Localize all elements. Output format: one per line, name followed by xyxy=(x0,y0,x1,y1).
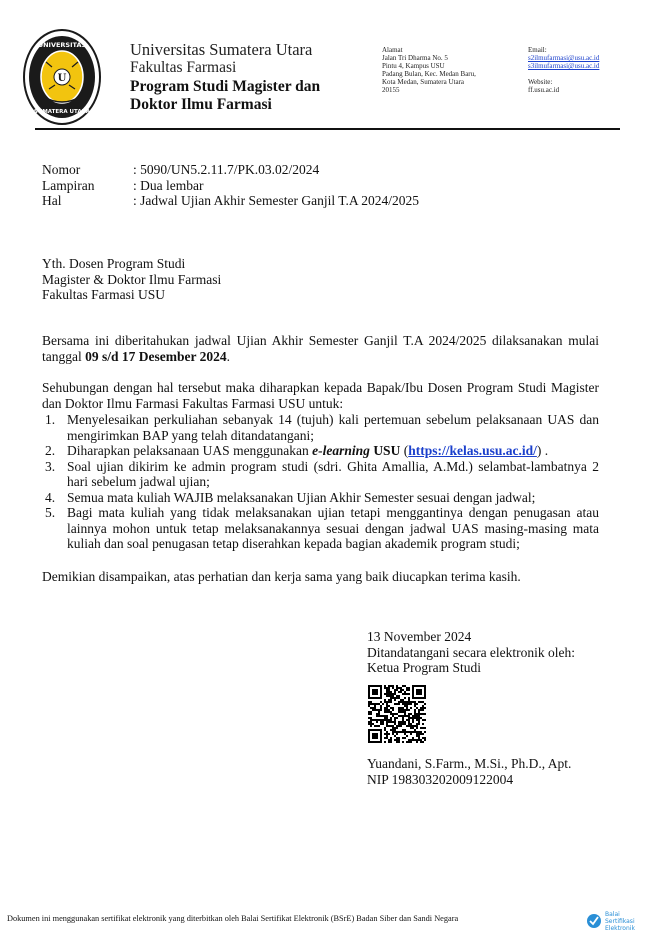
paragraph-request: Sehubungan dengan hal tersebut maka diharapkan kepada Bapak/Ibu Dosen Program Studi Magister dan Doktor Ilmu Farmasi Fakultas Farmasi USU untuk: xyxy=(42,380,599,411)
contact-block xyxy=(528,46,638,94)
list-number: 2. xyxy=(45,443,56,458)
website-label: Website: xyxy=(528,78,553,87)
email-label: Email: xyxy=(528,46,547,54)
list-text: Bagi mata kuliah yang tidak melaksanakan ujian tetapi menggantinya dengan penugasan atau lainnya mohon untuk tetap melaksanakannya sesuai dengan jadwal UAS masing-masing mata kuliah dan soal penugasan tetap diserahkan kepada bagian akademik program studi; xyxy=(67,505,599,551)
signature-date: 13 November 2024 xyxy=(367,629,472,644)
list-text: Semua mata kuliah WAJIB melaksanakan Ujian Akhir Semester sesuai dengan jadwal; xyxy=(67,489,536,505)
faculty-name: Fakultas Farmasi xyxy=(130,59,237,76)
email-link-s2[interactable]: s2ilmufarmasi@usu.ac.id xyxy=(528,54,600,63)
website-link[interactable]: ff.usu.ac.id xyxy=(528,86,560,95)
list-number: 4. xyxy=(45,489,56,505)
seal-text-top: UNIVERSITAS xyxy=(37,41,87,49)
paragraph-closing: Demikian disampaikan, atas perhatian dan kerja sama yang baik diucapkan terima kasih. xyxy=(42,569,521,584)
qr-code-icon xyxy=(368,685,426,743)
list-text xyxy=(67,443,599,459)
nomor-value: : 5090/UN5.2.11.7/PK.03.02/2024 xyxy=(133,162,320,177)
recipient-line: Magister & Doktor Ilmu Farmasi xyxy=(42,271,222,287)
announcement-end: . xyxy=(226,348,230,364)
list-number: 5. xyxy=(45,505,56,520)
bsre-text: Elektronik xyxy=(605,925,635,932)
signer-block xyxy=(367,756,627,787)
signature-block xyxy=(367,629,627,676)
list-item xyxy=(42,490,599,506)
paragraph-announcement xyxy=(42,333,599,364)
elearning-link[interactable]: https://kelas.usu.ac.id/ xyxy=(408,443,537,458)
list-text: Soal ujian dikirim ke admin program studi (sdri. Ghita Amallia, A.Md.) selambat-lambatnya 2 hari sebelum jadwal ujian; xyxy=(67,458,599,489)
item2-text: Diharapkan pelaksanaan UAS menggunakan xyxy=(67,443,313,458)
email-link-s3[interactable]: s3ilmufarmasi@usu.ac.id xyxy=(528,62,600,71)
lampiran-value: : Dua lembar xyxy=(133,177,204,193)
item2-paren: ( xyxy=(400,443,409,458)
bsre-logo-icon xyxy=(586,908,646,934)
recipient-line: Yth. Dosen Program Studi xyxy=(42,256,186,271)
address-label: Alamat xyxy=(382,46,403,54)
address-line: Padang Bulan, Kec. Medan Baru, xyxy=(382,70,476,79)
nomor-label: Nomor xyxy=(42,162,81,177)
header-divider xyxy=(35,128,620,130)
bsre-text: Sertifikasi xyxy=(605,918,635,925)
recipient-line: Fakultas Farmasi USU xyxy=(42,287,165,302)
list-text: Menyelesaikan perkuliahan sebanyak 14 (tujuh) kali pertemuan sebelum pelaksanaan UAS dan mengirimkan BAP yang telah ditandatangani; xyxy=(67,412,599,443)
item2-usu: USU xyxy=(369,443,401,458)
usu-seal-logo xyxy=(22,27,102,127)
footer-note: Dokumen ini menggunakan sertifikat elektronik yang diterbitkan oleh Balai Sertifikat Elektronik (BSrE) Badan Siber dan Sandi Negara xyxy=(7,914,459,923)
list-item xyxy=(42,443,599,459)
list-item xyxy=(42,459,599,490)
signature-note: Ditandatangani secara elektronik oleh: xyxy=(367,644,576,660)
announcement-text: Bersama ini diberitahukan jadwal Ujian Akhir Semester Ganjil T.A 2024/2025 dilaksanakan mulai tanggal xyxy=(42,333,599,364)
recipient-block xyxy=(42,256,342,303)
hal-value: : Jadwal Ujian Akhir Semester Ganjil T.A 2024/2025 xyxy=(133,193,419,208)
address-line: 20155 xyxy=(382,86,400,95)
bsre-text: Balai xyxy=(605,911,620,918)
list-number: 1. xyxy=(45,412,56,427)
hal-label: Hal xyxy=(42,193,62,208)
list-item xyxy=(42,412,599,443)
university-name: Universitas Sumatera Utara xyxy=(130,40,313,59)
lampiran-label: Lampiran xyxy=(42,177,95,193)
exam-date-range: 09 s/d 17 Desember 2024 xyxy=(85,348,227,364)
address-line: Jalan Tri Dharma No. 5 xyxy=(382,54,448,63)
instruction-list xyxy=(42,412,599,552)
elearning-term: e-learning xyxy=(312,443,370,458)
address-block xyxy=(382,46,517,95)
signer-nip: NIP 198303202009122004 xyxy=(367,771,514,787)
seal-text-bottom: SUMATERA UTARA xyxy=(33,109,91,115)
item2-end: ) . xyxy=(536,443,549,458)
signature-position: Ketua Program Studi xyxy=(367,660,481,675)
address-line: Kota Medan, Sumatera Utara xyxy=(382,78,465,87)
seal-center: U xyxy=(57,73,67,84)
letter-meta xyxy=(42,162,419,209)
program-name: Program Studi Magister dan Doktor Ilmu Farmasi xyxy=(130,78,321,113)
list-number: 3. xyxy=(45,458,56,474)
list-item xyxy=(42,505,599,552)
address-line: Pintu 4, Kampus USU xyxy=(382,62,445,71)
signer-name: Yuandani, S.Farm., M.Si., Ph.D., Apt. xyxy=(367,756,572,771)
